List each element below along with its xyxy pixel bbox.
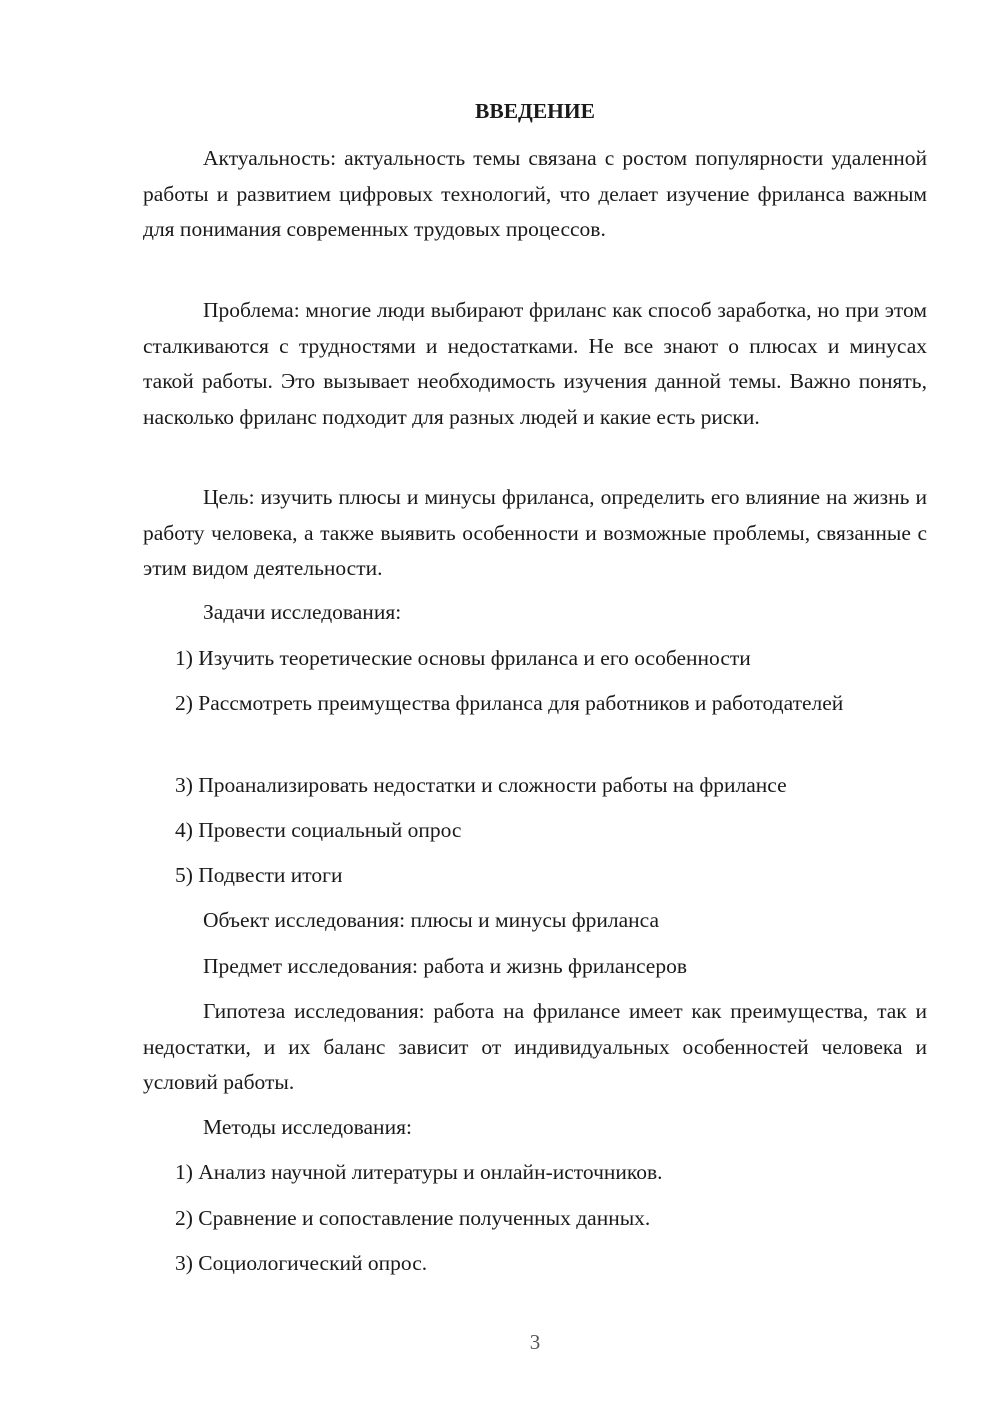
problem-paragraph: Проблема: многие люди выбирают фриланс как способ заработка, но при этом сталкиваются с трудностями и недостатками. Не все знают о плюсах и минусах такой работы. Это вызывает необходимость изучения данной темы. Важно понять, насколько фриланс подходит для разных людей и какие есть риски. bbox=[143, 298, 927, 429]
subject-line: Предмет исследования: работа и жизнь фрилансеров bbox=[203, 954, 687, 978]
task-item: 4) Провести социальный опрос bbox=[175, 818, 462, 842]
object-line: Объект исследования: плюсы и минусы фриланса bbox=[203, 908, 660, 932]
task-item: 1) Изучить теоретические основы фриланса и его особенности bbox=[175, 646, 751, 670]
task-item: 3) Проанализировать недостатки и сложности работы на фрилансе bbox=[175, 773, 787, 797]
tasks-heading: Задачи исследования: bbox=[203, 600, 402, 624]
page-number: 3 bbox=[529, 1330, 541, 1354]
method-item: 1) Анализ научной литературы и онлайн-источников. bbox=[175, 1160, 663, 1184]
section-title: ВВЕДЕНИЕ bbox=[475, 99, 595, 123]
method-item: 2) Сравнение и сопоставление полученных данных. bbox=[175, 1206, 651, 1230]
methods-heading: Методы исследования: bbox=[203, 1115, 412, 1139]
goal-paragraph: Цель: изучить плюсы и минусы фриланса, определить его влияние на жизнь и работу человека, а также выявить особенности и возможные проблемы, связанные с этим видом деятельности. bbox=[143, 485, 927, 581]
relevance-paragraph: Актуальность: актуальность темы связана с ростом популярности удаленной работы и развитием цифровых технологий, что делает изучение фриланса важным для понимания современных трудовых процессов. bbox=[143, 146, 927, 242]
task-item: 2) Рассмотреть преимущества фриланса для работников и работодателей bbox=[175, 691, 844, 715]
method-item: 3) Социологический опрос. bbox=[175, 1251, 428, 1275]
hypothesis-paragraph: Гипотеза исследования: работа на фрилансе имеет как преимущества, так и недостатки, и их баланс зависит от индивидуальных особенностей человека и условий работы. bbox=[143, 999, 927, 1095]
task-item: 5) Подвести итоги bbox=[175, 863, 343, 887]
